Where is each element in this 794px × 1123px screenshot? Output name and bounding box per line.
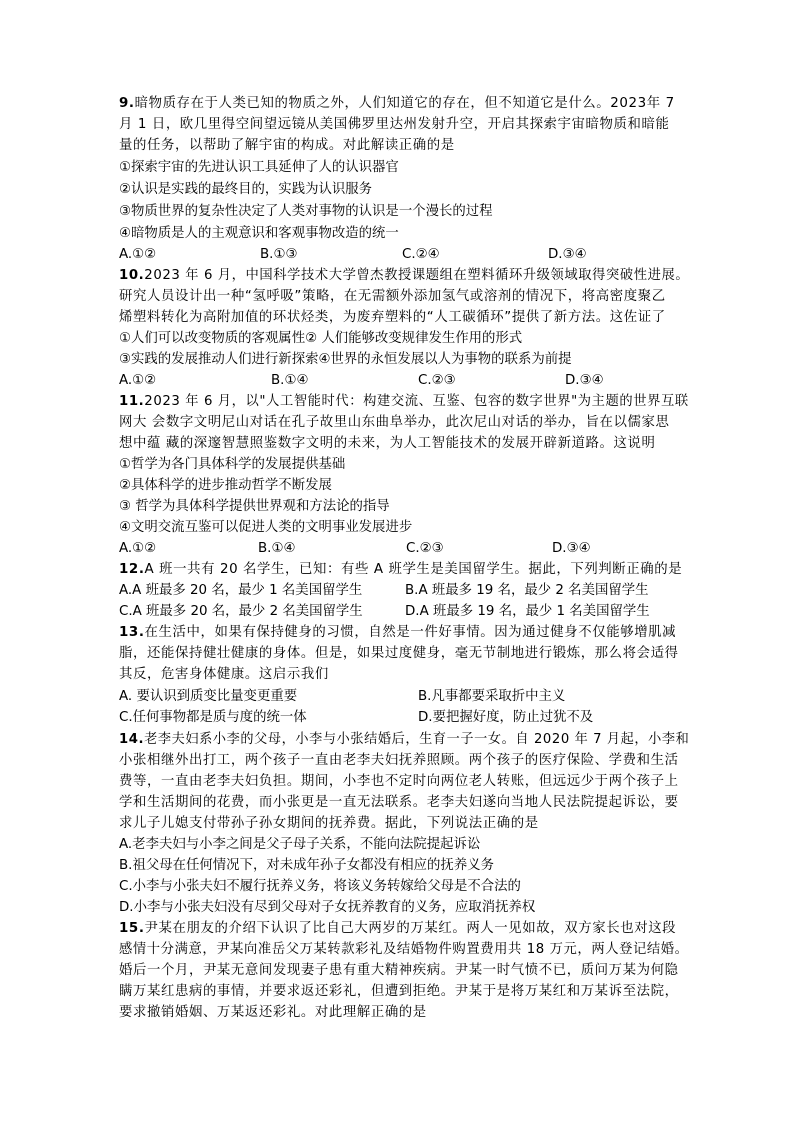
q10-option-c[interactable]: C.②③ <box>418 373 456 388</box>
q11-statement-2: ②具体科学的进步推动哲学不断发展 <box>119 478 332 493</box>
q10-option-a[interactable]: A.①② <box>119 373 157 388</box>
q15-stem-line-2: 感情十分满意，尹某向准岳父万某转款彩礼及结婚物件购置费用共 18 万元，两人登记结婚。 <box>119 942 689 957</box>
q15-stem-line-3: 婚后一个月，尹某无意间发现妻子患有重大精神疾病。尹某一时气愤不已，质问万某为何隐 <box>119 963 679 978</box>
q9-option-c[interactable]: C.②④ <box>402 247 440 262</box>
q11-option-c[interactable]: C.②③ <box>406 541 444 556</box>
q12-options-row-2 <box>119 602 689 622</box>
q12-option-a[interactable]: A.A 班最多 20 名，最少 1 名美国留学生 <box>119 583 363 598</box>
q9-stem-line-2: 月 1 日，欧几里得空间望远镜从美国佛罗里达州发射升空，开启其探索宇宙暗物质和暗能 <box>119 117 670 132</box>
q12-option-c[interactable]: C.A 班最多 20 名，最少 2 名美国留学生 <box>119 604 363 619</box>
q13-stem-line-3: 其反，危害身体健康。这启示我们 <box>119 667 329 682</box>
q11-stem-line-3: 想中蕴 藏的深邃智慧照鉴数字文明的未来，为人工智能技术的发展开辟新道路。这说明 <box>119 436 656 451</box>
q9-option-b[interactable]: B.①③ <box>260 247 298 262</box>
q10-options <box>119 371 689 391</box>
q15-stem-line-5: 要求撤销婚姻、万某返还彩礼。对此理解正确的是 <box>119 1005 427 1020</box>
q10-stem-line-3: 烯塑料转化为高附加值的环状烃类，为废弃塑料的“人工碳循环”提供了新方法。这佐证了 <box>119 310 666 325</box>
q14-stem-line-3: 费等，一直由老李夫妇负担。期间，小李也不定时向两位老人转账，但远远少于两个孩子上 <box>119 774 679 789</box>
q9-statement-3: ③物质世界的复杂性决定了人类对事物的认识是一个漫长的过程 <box>119 204 493 219</box>
q11-option-b[interactable]: B.①④ <box>258 541 296 556</box>
q13-options-row-2 <box>119 708 689 728</box>
q14-option-c[interactable]: C.小李与小张夫妇不履行抚养义务，将该义务转嫁给父母是不合法的 <box>119 879 521 894</box>
q13-stem-line-2: 脂，还能保持健壮健康的身体。但是，如果过度健身，毫无节制地进行锻炼，那么将会适得 <box>119 646 679 661</box>
q10-option-d[interactable]: D.③④ <box>565 373 604 388</box>
q10-statement-1: ①人们可以改变物质的客观属性② 人们能够改变规律发生作用的形式 <box>119 331 523 346</box>
q9-statement-2: ②认识是实践的最终目的，实践为认识服务 <box>119 182 373 197</box>
q9-stem-line-3: 量的任务，以帮助了解宇宙的构成。对此解读正确的是 <box>119 138 455 153</box>
q12-stem-line-1: 12.A 班一共有 20 名学生，已知：有些 A 班学生是美国留学生。据此，下列判断正确的是 <box>119 562 683 577</box>
q15-stem-line-1: 15.尹某在朋友的介绍下认识了比自己大两岁的万某红。两人一见如故，双方家长也对这段 <box>119 921 677 936</box>
q11-statement-3: ③ 哲学为具体科学提供世界观和方法论的指导 <box>119 499 390 514</box>
q11-option-d[interactable]: D.③④ <box>552 541 591 556</box>
q11-statement-4: ④文明交流互鉴可以促进人类的文明事业发展进步 <box>119 520 413 535</box>
q11-options <box>119 539 689 559</box>
q11-stem-line-2: 网大 会数字文明尼山对话在孔子故里山东曲阜举办，此次尼山对话的举办，旨在以儒家思 <box>119 415 670 430</box>
q9-statement-1: ①探索宇宙的先进认识工具延伸了人的认识器官 <box>119 160 399 175</box>
q11-option-a[interactable]: A.①② <box>119 541 157 556</box>
q14-stem-line-2: 小张相继外出打工，两个孩子一直由老李夫妇抚养照顾。两个孩子的医疗保险、学费和生活 <box>119 753 679 768</box>
q15-stem-line-4: 瞒万某红患病的事情，并要求返还彩礼，但遭到拒绝。尹某于是将万某红和万某诉至法院， <box>119 984 679 999</box>
q10-stem-line-2: 研究人员设计出一种“氢呼吸”策略，在无需额外添加氢气或溶剂的情况下，将高密度聚乙 <box>119 289 666 304</box>
q9-statement-4: ④暗物质是人的主观意识和客观事物改造的统一 <box>119 226 399 241</box>
q13-option-c[interactable]: C.任何事物都是质与度的统一体 <box>119 710 307 725</box>
q10-statement-2: ③实践的发展推动人们进行新探索④世界的永恒发展以人为事物的联系为前提 <box>119 352 572 367</box>
q13-option-a[interactable]: A. 要认识到质变比量变更重要 <box>119 689 298 704</box>
q13-stem-line-1: 13.在生活中，如果有保持健身的习惯，自然是一件好事情。因为通过健身不仅能够增肌减 <box>119 625 677 640</box>
q14-option-a[interactable]: A.老李夫妇与小李之间是父子母子关系，不能向法院提起诉讼 <box>119 837 481 852</box>
q14-stem-line-5: 求儿子儿媳支付带孙子孙女期间的抚养费。据此，下列说法正确的是 <box>119 816 539 831</box>
q9-option-d[interactable]: D.③④ <box>548 247 587 262</box>
q9-stem-line-1: 9.暗物质存在于人类已知的物质之外，人们知道它的存在，但不知道它是什么。2023年 7 <box>119 96 675 111</box>
q14-stem-line-1: 14.老李夫妇系小李的父母，小李与小张结婚后，生育一子一女。自 2020 年 7 月起，小李和 <box>119 732 690 747</box>
q9-options <box>119 245 689 265</box>
q11-stem-line-1: 11.2023 年 6 月，以"人工智能时代：构建交流、互鉴、包容的数字世界"为主题的世界互联 <box>119 394 689 409</box>
q14-stem-line-4: 学和生活期间的花费，而小张更是一直无法联系。老李夫妇遂向当地人民法院提起诉讼，要 <box>119 795 679 810</box>
q13-options-row-1 <box>119 687 689 707</box>
q12-option-d[interactable]: D.A 班最多 19 名，最少 1 名美国留学生 <box>405 604 650 619</box>
q10-stem-line-1: 10.2023 年 6 月，中国科学技术大学曾杰教授课题组在塑料循环升级领域取得突破性进展。 <box>119 268 690 283</box>
q14-option-b[interactable]: B.祖父母在任何情况下，对未成年孙子女都没有相应的抚养义务 <box>119 858 494 873</box>
q12-options-row-1 <box>119 581 689 601</box>
q13-option-d[interactable]: D.要把握好度，防止过犹不及 <box>418 710 594 725</box>
q11-statement-1: ①哲学为各门具体科学的发展提供基础 <box>119 457 346 472</box>
q14-option-d[interactable]: D.小李与小张夫妇没有尽到父母对子女抚养教育的义务，应取消抚养权 <box>119 900 536 915</box>
q13-option-b[interactable]: B.凡事都要采取折中主义 <box>418 689 566 704</box>
q12-option-b[interactable]: B.A 班最多 19 名，最少 2 名美国留学生 <box>405 583 649 598</box>
q9-option-a[interactable]: A.①② <box>119 247 157 262</box>
q10-option-b[interactable]: B.①④ <box>271 373 309 388</box>
